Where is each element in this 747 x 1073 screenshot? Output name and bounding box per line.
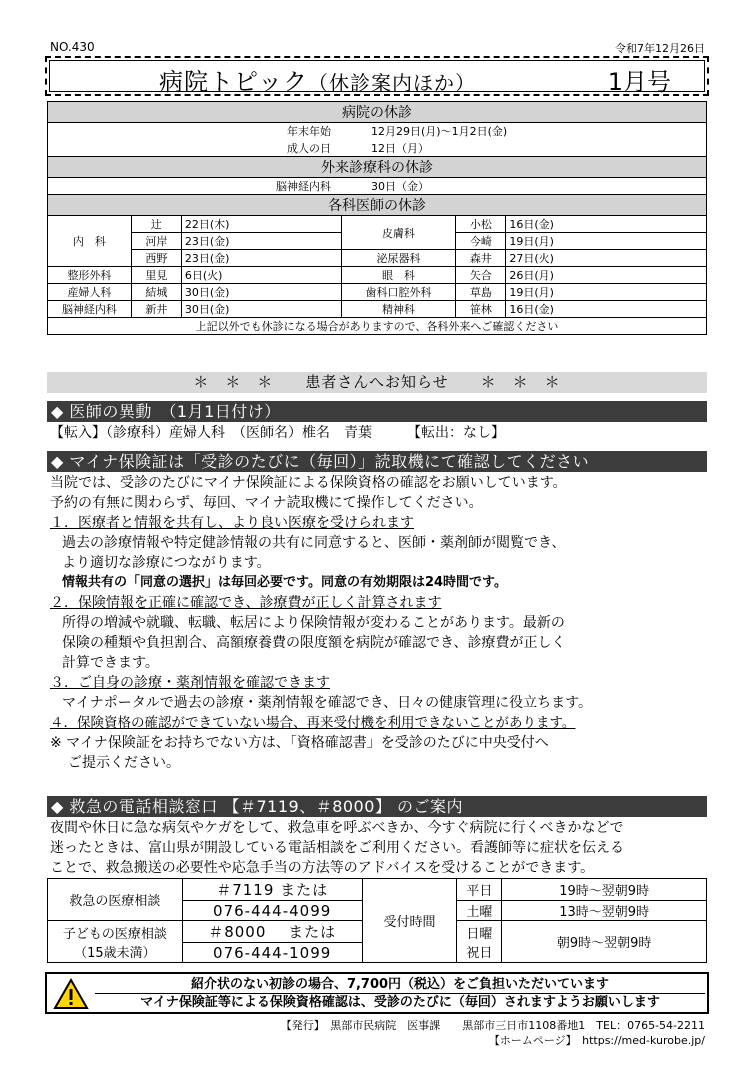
closure-date: 30日(金) [181,301,341,318]
dept-name: 泌尿器科 [341,250,456,267]
doctor-name: 草島 [456,284,506,301]
hours-time: 13時～翌朝9時 [502,901,707,921]
hours-day: 土曜 [457,901,502,921]
closure-table [47,101,707,335]
dept-hifu: 皮膚科 [341,216,456,250]
hours-time: 朝9時～翌朝9時 [502,921,707,963]
doctor-closure-header: 各科医師の休診 [48,195,707,216]
issue-header [50,38,705,54]
consult-label [48,921,183,963]
closure-date: 16日(金) [506,216,707,233]
closure-value: 12日（月） [371,141,429,155]
doctor-transfer-line: 【転入】（診療科）産婦人科 （医師名）椎名 青葉 【転出：なし】 [50,425,505,441]
hospital-closure-row [48,140,707,157]
warning-line-2: マイナ保険証等による保険資格確認は、受診のたびに（毎回）されますようお願いします [140,995,660,1010]
emergency-line: 夜間や休日に急な病気やケガをして、救急車を呼ぶべきか、今すぐ病院に行くべきかなどで [50,820,624,836]
consult-label: 救急の医療相談 [48,879,183,921]
closure-date: 30日(金) [181,284,341,301]
closure-label: 年末年始 [287,125,331,139]
closure-date: 19日(月) [506,284,707,301]
title-text: 病院トピック [159,68,309,96]
doctor-name: 西野 [131,250,181,267]
dept-name: 歯科口腔外科 [341,284,456,301]
consult-label-line: （15歳未満） [74,945,156,961]
closure-label: 脳神経内科 [276,180,331,193]
warning-line-1: 紹介状のない初診の場合、7,700円（税込）をご負担いただいています [95,976,705,994]
doctor-name: 新井 [131,301,181,318]
doctor-name: 今崎 [456,233,506,250]
myna-text [50,473,710,773]
closure-value: 12月29日(月)～1月2日(金) [371,125,508,139]
consult-label-line: 子どもの医療相談 [62,926,167,942]
consult-table [47,878,707,963]
closure-value: 30日（金） [371,180,429,193]
doctor-name: 小松 [456,216,506,233]
hours-label: 受付時間 [362,879,457,963]
title-subtitle: （休診案内ほか） [308,71,477,95]
footer-homepage[interactable]: 【ホームページ】 https://med-kurobe.jp/ [488,1034,705,1047]
myna-item-title: ３．ご自身の診療・薬剤情報を確認できます [50,675,330,691]
closure-date: 23日(金) [181,233,341,250]
page-title [159,62,476,97]
dept-naika: 内 科 [48,216,132,267]
closure-footnote: 上記以外でも休診になる場合がありますので、各科外来へご確認ください [48,318,707,335]
issue-date: 令和7年12月26日 [615,42,705,55]
hours-day [457,921,502,963]
emergency-line: 迷ったときは、富山県が開設している電話相談をご利用ください。看護師等に症状を伝える [50,840,624,856]
myna-note: ※ マイナ保険証をお持ちでない方は、「資格確認書」を受診のたびに中央受付へ [50,735,549,751]
outpatient-closure-row [48,178,707,195]
myna-item-title: １．医療者と情報を共有し、より良い医療を受けられます [50,515,414,531]
title-box [45,56,709,96]
consult-phone: 076-444-4099 [182,901,362,921]
closure-date: 19日(月) [506,233,707,250]
dept-name: 整形外科 [48,267,132,284]
hours-time: 19時～翌朝9時 [502,879,707,901]
doctor-name: 森井 [456,250,506,267]
emergency-line: ことで、救急搬送の必要性や応急手当の方法等のアドバイスを受けることができます。 [50,860,595,876]
closure-date: 27日(火) [506,250,707,267]
myna-item-title: ２．保険情報を正確に確認でき、診療費が正しく計算されます [50,595,442,611]
hours-day: 平日 [457,879,502,901]
consult-number: ＃7119 または [182,879,362,901]
doctor-name: 笹林 [456,301,506,318]
closure-label: 成人の日 [287,141,331,155]
closure-date: 22日(木) [181,216,341,233]
myna-item-text: 所得の増減や就職、転職、転居により保険情報が変わることがあります。最新の [62,615,565,631]
dept-name: 脳神経内科 [48,301,132,318]
closure-date: 6日(火) [181,267,341,284]
dept-name: 眼 科 [341,267,456,284]
myna-item-text: 過去の診療情報や特定健診情報の共有に同意すると、医師・薬剤師が閲覧でき、 [62,535,566,551]
closure-date: 16日(金) [506,301,707,318]
footer-publisher: 【発行】 黒部市民病院 医事課 黒部市三日市1108番地1 TEL：0765-54-2211 [280,1019,705,1032]
dept-name: 産婦人科 [48,284,132,301]
hours-day-line: 祝日 [466,945,493,961]
myna-note: ご提示ください。 [68,755,180,771]
myna-intro: 当院では、受診のたびにマイナ保険証による保険資格の確認をお願いしています。 [50,475,567,491]
warning-box [45,972,709,1014]
consult-phone: 076-444-1099 [182,943,362,963]
emergency-text [50,818,710,878]
warning-icon [53,978,89,1010]
myna-item-text: より適切な診療につながります。 [62,555,271,571]
outpatient-closure-header: 外来診療科の休診 [48,157,707,178]
hours-day-line: 日曜 [466,926,493,942]
hospital-closure-header: 病院の休診 [48,102,707,123]
myna-item-text: 保険の種類や負担割合、高額療養費の限度額を病院が確認でき、診療費が正しく [62,635,566,651]
myna-item-text: マイナポータルで過去の診療・薬剤情報を確認でき、日々の健康管理に役立ちます。 [62,695,593,711]
myna-item-bold: 情報共有の「同意の選択」は毎回必要です。同意の有効期限は24時間です。 [62,575,508,590]
closure-date: 26日(月) [506,267,707,284]
myna-item-title: ４．保険資格の確認ができていない場合、再来受付機を利用できないことがあります。 [50,715,576,731]
issue-month: 1月号 [607,68,671,96]
doctor-name: 矢合 [456,267,506,284]
doctor-name: 辻 [131,216,181,233]
myna-item-text: 計算できます。 [62,655,159,671]
notice-banner: ＊ ＊ ＊ 患者さんへお知らせ ＊ ＊ ＊ [47,372,707,393]
doctor-name: 里見 [131,267,181,284]
dept-name: 精神科 [341,301,456,318]
doctor-name: 河岸 [131,233,181,250]
emergency-header: ◆ 救急の電話相談窓口 【＃7119、＃8000】 のご案内 [47,796,707,817]
myna-header: ◆ マイナ保険証は「受診のたびに（毎回）」読取機にて確認してください [47,451,707,472]
consult-number: ＃8000 または [182,921,362,943]
issue-number: NO.430 [50,40,95,54]
closure-date: 23日(金) [181,250,341,267]
hospital-closure-row [48,123,707,140]
doctor-name: 結城 [131,284,181,301]
myna-intro: 予約の有無に関わらず、毎回、マイナ読取機にて操作してください。 [50,495,483,511]
doctor-transfer-header: ◆ 医師の異動 （1月1日付け） [47,401,707,422]
